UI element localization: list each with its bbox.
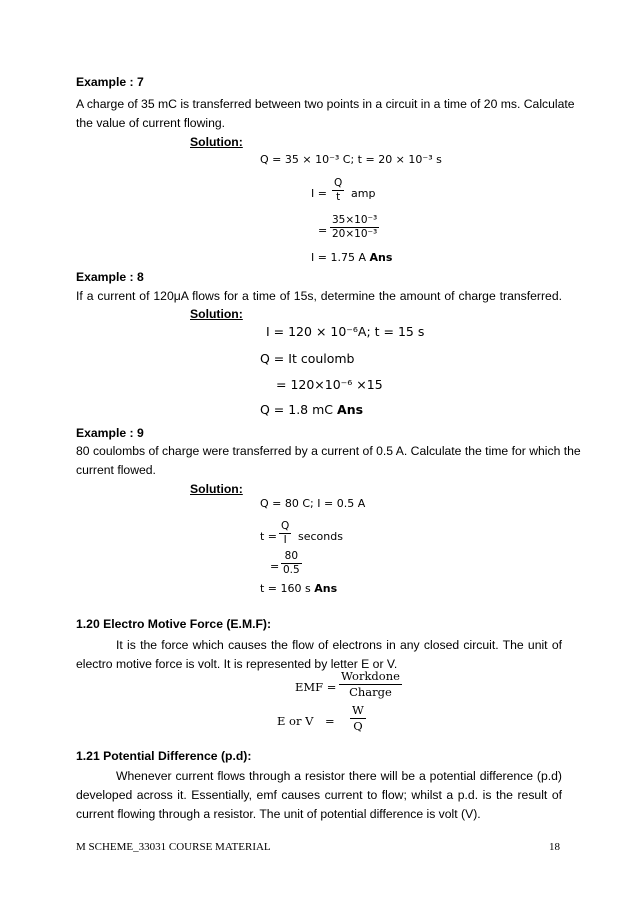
pd-text-line-2: developed across it. Essentially, emf causes current to flow; whilst a p.d. is the result of — [76, 788, 562, 802]
example-7-result — [311, 251, 392, 265]
example-8-text-line-1: If a current of 120μA flows for a time of 15s, determine the amount of charge transferred. — [76, 289, 562, 303]
example-9-substitution-equals: = — [270, 560, 280, 573]
example-9-substitution-fraction — [281, 550, 302, 577]
example-7-substitution-denominator: 20×10⁻³ — [332, 228, 378, 240]
example-8-substitution: = 120×10⁻⁶ ×15 — [276, 377, 383, 392]
example-9-result-value: t = 160 s — [260, 582, 311, 595]
example-8-charge-formula: Q = It coulomb — [260, 351, 355, 366]
example-7-result-value: I = 1.75 A — [311, 251, 366, 264]
example-9-substitution-numerator: 80 — [284, 550, 299, 562]
pd-text-line-1: Whenever current flows through a resistor there will be a potential difference (p.d) — [116, 769, 562, 783]
example-7-given-values: Q = 35 × 10⁻³ C; t = 20 × 10⁻³ s — [260, 153, 442, 166]
example-9-time-numerator: Q — [281, 520, 290, 532]
ev-formula-lhs: E or V — [277, 714, 314, 728]
emf-section-heading: 1.20 Electro Motive Force (E.M.F): — [76, 617, 272, 631]
example-9-text-line-1: 80 coulombs of charge were transferred by a current of 0.5 A. Calculate the time for which the — [76, 444, 581, 458]
example-9-result — [260, 582, 337, 596]
example-7-substitution-fraction — [330, 214, 379, 241]
example-8-result — [260, 403, 363, 417]
footer-course-title: M SCHEME_33031 COURSE MATERIAL — [76, 841, 271, 853]
emf-text-line-2: electro motive force is volt. It is represented by letter E or V. — [76, 657, 398, 671]
example-7-substitution-equals: = — [318, 224, 328, 237]
emf-formula-lhs: EMF = — [295, 680, 337, 694]
emf-formula-numerator: Workdone — [341, 669, 400, 683]
example-8-answer-label: Ans — [337, 402, 364, 417]
footer-page-number: 18 — [549, 841, 560, 853]
example-9-time-denominator: I — [279, 533, 291, 547]
example-7-text-line-1: A charge of 35 mC is transferred between two points in a circuit in a time of 20 ms. Calculate — [76, 97, 575, 111]
example-9-heading: Example : 9 — [76, 426, 144, 440]
example-7-current-unit: amp — [351, 187, 376, 200]
example-7-current-fraction — [332, 177, 344, 204]
example-9-time-unit: seconds — [298, 530, 343, 543]
ev-formula-denominator: Q — [350, 718, 366, 734]
example-9-substitution-denominator: 0.5 — [283, 564, 300, 576]
example-7-substitution-numerator: 35×10⁻³ — [332, 214, 378, 226]
ev-formula-fraction — [350, 703, 366, 734]
pd-section-heading: 1.21 Potential Difference (p.d): — [76, 749, 252, 763]
example-9-answer-label: Ans — [314, 582, 338, 595]
example-7-current-numerator: Q — [334, 177, 343, 189]
example-9-time-fraction — [279, 520, 291, 547]
emf-formula-fraction — [339, 669, 402, 700]
example-8-heading: Example : 8 — [76, 270, 144, 284]
example-9-text-line-2: current flowed. — [76, 463, 156, 477]
emf-formula-denominator: Charge — [339, 684, 402, 700]
pd-text-line-3: current flowing through a resistor. The unit of potential difference is volt (V). — [76, 807, 481, 821]
example-7-text-line-2: the value of current flowing. — [76, 116, 226, 130]
ev-formula-equals: = — [325, 714, 335, 728]
example-8-result-value: Q = 1.8 mC — [260, 402, 334, 417]
example-9-solution-label: Solution: — [190, 482, 243, 496]
emf-text-line-1: It is the force which causes the flow of electrons in any closed circuit. The unit of — [116, 638, 562, 652]
example-9-given-values: Q = 80 C; I = 0.5 A — [260, 497, 366, 510]
example-7-current-denominator: t — [332, 190, 344, 204]
example-8-given-values: I = 120 × 10⁻⁶A; t = 15 s — [266, 324, 425, 339]
example-7-heading: Example : 7 — [76, 75, 144, 89]
example-7-solution-label: Solution: — [190, 135, 243, 149]
example-7-answer-label: Ans — [369, 251, 393, 264]
example-9-time-lhs: t = — [260, 530, 278, 543]
example-8-solution-label: Solution: — [190, 307, 243, 321]
example-7-current-lhs: I = — [311, 187, 327, 200]
ev-formula-numerator: W — [352, 703, 364, 717]
